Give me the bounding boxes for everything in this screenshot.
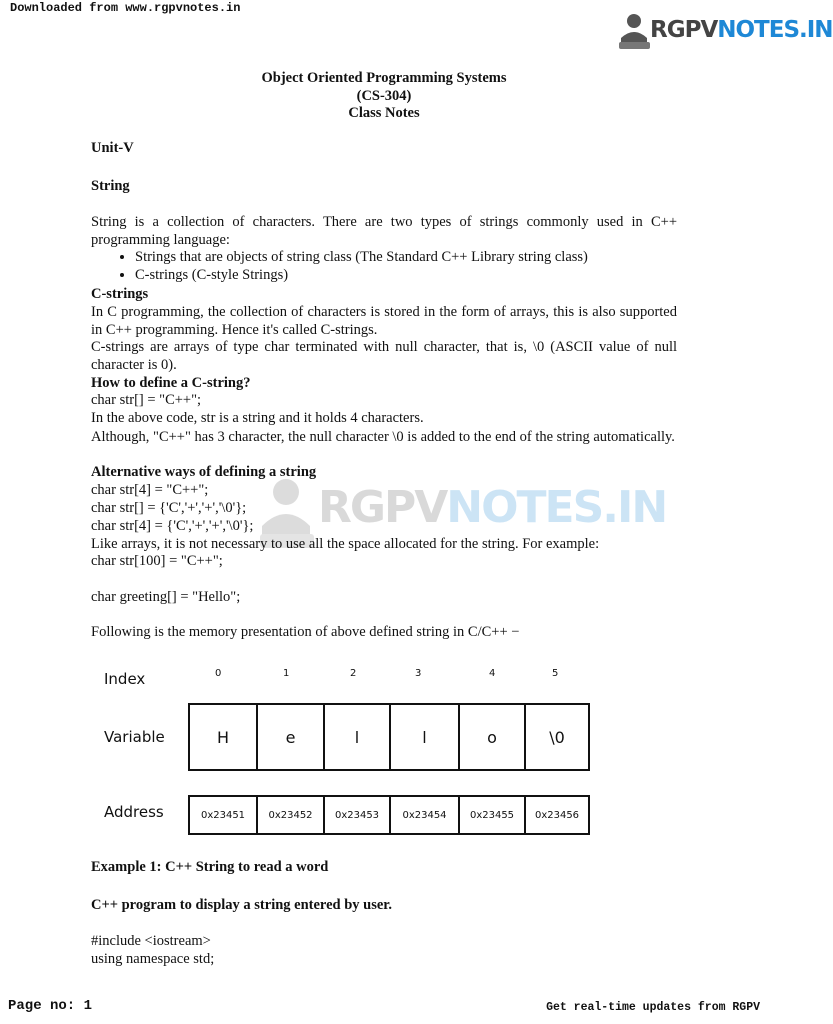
- address-cell: 0x23451: [190, 797, 258, 833]
- logo-wordmark: RGPVNOTES.IN: [650, 17, 833, 43]
- value-cell: H: [190, 705, 258, 769]
- list-item: • C-strings (C-style Strings): [135, 267, 695, 285]
- page-number: Page no: 1: [8, 998, 93, 1014]
- memory-presentation-line: Following is the memory presentation of above defined string in C/C++ −: [91, 624, 520, 640]
- value-cell: \0: [549, 727, 565, 747]
- value-cells: [188, 703, 590, 771]
- define-code-line: char str[] = "C++";: [91, 392, 202, 408]
- alternative-heading: Alternative ways of defining a string: [91, 464, 317, 480]
- section-heading-string: String: [91, 178, 130, 194]
- watermark-wordmark: RGPVNOTES.IN: [318, 482, 667, 533]
- index-number: 5: [552, 668, 559, 679]
- address-cell: 0x23456: [534, 809, 580, 821]
- student-icon: [618, 12, 652, 52]
- address-label: Address: [104, 803, 164, 821]
- download-source-note: Downloaded from www.rgpvnotes.in: [10, 1, 241, 15]
- alt-line: char str[4] = "C++";: [91, 482, 209, 498]
- example-heading: Example 1: C++ String to read a word: [91, 859, 329, 875]
- list-item: • Strings that are objects of string class (The Standard C++ Library string class): [135, 249, 695, 267]
- define-paragraph-2: Although, "C++" has 3 character, the null character \0 is added to the end of the string automatically.: [91, 429, 675, 445]
- value-cell: l: [391, 705, 460, 769]
- cstrings-paragraph-2: C-strings are arrays of type char terminated with null character, that is, \0 (ASCII value of null character is 0).: [91, 339, 677, 373]
- code-line: #include <iostream>: [91, 933, 211, 949]
- cstrings-paragraph-1: In C programming, the collection of characters is stored in the form of arrays, this is also supported in C++ programming. Hence it's called C-strings.: [91, 304, 677, 338]
- index-label: Index: [104, 670, 146, 688]
- address-cell: 0x23452: [258, 797, 325, 833]
- value-cell: o: [460, 705, 526, 769]
- updates-note: Get real-time updates from RGPV: [546, 1001, 760, 1014]
- index-number: 1: [283, 668, 290, 679]
- define-heading: How to define a C-string?: [91, 375, 251, 391]
- define-paragraph-1: In the above code, str is a string and it holds 4 characters.: [91, 410, 424, 426]
- cstrings-heading: C-strings: [91, 286, 149, 302]
- greeting-code-line: char greeting[] = "Hello";: [91, 589, 241, 605]
- address-cells: [188, 795, 590, 835]
- string-types-list: [91, 249, 695, 284]
- rgpvnotes-logo: [618, 12, 833, 52]
- value-cell: l: [325, 705, 391, 769]
- value-cell: e: [258, 705, 325, 769]
- index-number: 2: [350, 668, 357, 679]
- index-number: 3: [415, 668, 422, 679]
- alt-line: char str[] = {'C','+','+','\0'};: [91, 500, 247, 516]
- intro-paragraph: String is a collection of characters. There are two types of strings commonly used in C++ programming language:: [91, 214, 677, 248]
- program-heading: C++ program to display a string entered by user.: [91, 897, 393, 913]
- address-cell: 0x23454: [391, 797, 460, 833]
- address-cell: 0x23455: [460, 797, 526, 833]
- alt-line: char str[4] = {'C','+','+','\0'};: [91, 518, 254, 534]
- address-cell: 0x23453: [325, 797, 391, 833]
- index-number: 4: [489, 668, 496, 679]
- document-title: Object Oriented Programming Systems: [261, 70, 507, 86]
- variable-label: Variable: [104, 728, 165, 746]
- unit-heading: Unit-V: [91, 140, 134, 156]
- course-code: (CS-304): [356, 88, 412, 104]
- index-number: 0: [215, 668, 222, 679]
- document-subtitle: Class Notes: [348, 105, 420, 121]
- alt-line: char str[100] = "C++";: [91, 553, 223, 569]
- code-line: using namespace std;: [91, 951, 215, 967]
- alt-line: Like arrays, it is not necessary to use all the space allocated for the string. For example:: [91, 536, 600, 552]
